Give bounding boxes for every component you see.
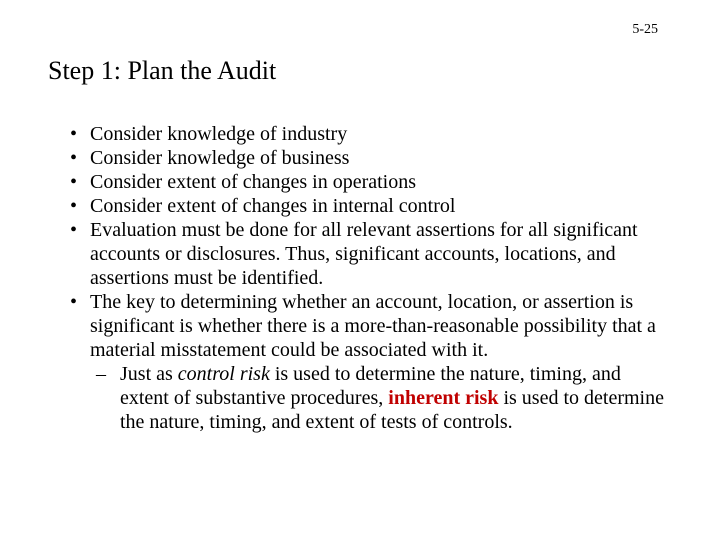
control-risk-emphasis: control risk bbox=[177, 363, 270, 385]
bullet-text: Consider knowledge of industry bbox=[90, 123, 348, 145]
slide-title: Step 1: Plan the Audit bbox=[48, 56, 277, 85]
bullet-marker: • bbox=[70, 195, 78, 217]
sub-text-part2: is used to determine the nature, timing, and extent of substantive procedures, bbox=[120, 363, 621, 409]
bullet-item bbox=[70, 170, 670, 194]
bullet-marker: • bbox=[70, 147, 78, 169]
sub-text-part1: Just as bbox=[120, 363, 178, 385]
bullet-marker: • bbox=[70, 123, 78, 145]
bullet-marker: • bbox=[70, 171, 78, 193]
bullet-item bbox=[70, 146, 670, 170]
bullet-item bbox=[70, 122, 670, 146]
slide-number: 5-25 bbox=[632, 22, 658, 37]
bullet-text: Consider extent of changes in internal control bbox=[90, 195, 456, 217]
bullet-marker: • bbox=[70, 219, 78, 241]
bullet-text: Evaluation must be done for all relevant assertions for all significant accounts or disclosures. Thus, significant accounts, locations, and assertions must be identified. bbox=[90, 219, 638, 289]
bullet-item bbox=[70, 194, 670, 218]
bullet-item bbox=[70, 290, 670, 362]
bullet-text: Consider knowledge of business bbox=[90, 147, 350, 169]
bullet-text: The key to determining whether an account, location, or assertion is significant is whether there is a more-than-reasonable possibility that a material misstatement could be associated with it. bbox=[90, 291, 656, 361]
bullet-list bbox=[70, 122, 670, 434]
sub-text-part3: is used to determine the nature, timing, and extent of tests of controls. bbox=[120, 387, 664, 433]
sub-bullet-item bbox=[96, 362, 670, 434]
bullet-item bbox=[70, 218, 670, 290]
sub-bullet-marker: – bbox=[96, 363, 106, 385]
bullet-marker: • bbox=[70, 291, 78, 313]
sub-bullet-text bbox=[120, 362, 670, 434]
bullet-text: Consider extent of changes in operations bbox=[90, 171, 417, 193]
inherent-risk-highlight: inherent risk bbox=[388, 387, 499, 409]
